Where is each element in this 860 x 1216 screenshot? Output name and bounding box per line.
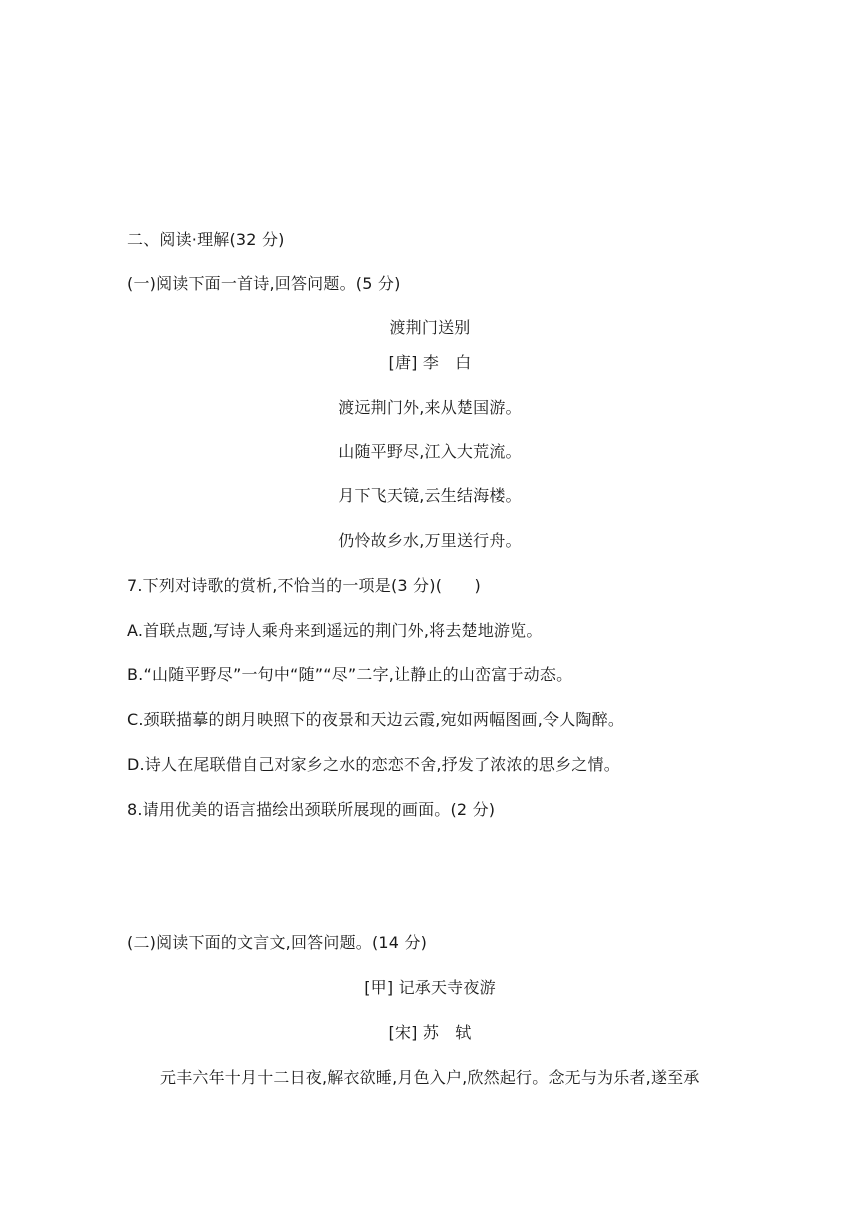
poem-line: 仍怜故乡水,万里送行舟。 xyxy=(338,531,522,550)
poem-author: [唐] 李 白 xyxy=(388,353,472,372)
question-7-option-d: D.诗人在尾联借自己对家乡之水的恋恋不舍,抒发了浓浓的思乡之情。 xyxy=(127,755,620,774)
section-heading: 二、阅读·理解(32 分) xyxy=(127,230,285,249)
poem-line: 山随平野尽,江入大荒流。 xyxy=(338,442,522,461)
question-8: 8.请用优美的语言描绘出颈联所展现的画面。(2 分) xyxy=(127,800,496,819)
poem-title: 渡荆门送别 xyxy=(389,318,471,337)
text-title: [甲] 记承天寺夜游 xyxy=(364,978,496,997)
part2-intro: (二)阅读下面的文言文,回答问题。(14 分) xyxy=(127,933,428,952)
text-author: [宋] 苏 轼 xyxy=(388,1023,472,1042)
text-paragraph-line: 元丰六年十月十二日夜,解衣欲睡,月色入户,欣然起行。念无与为乐者,遂至承 xyxy=(160,1068,700,1087)
question-7-option-b: B.“山随平野尽”一句中“随”“尽”二字,让静止的山峦富于动态。 xyxy=(127,665,573,684)
question-7-option-a: A.首联点题,写诗人乘舟来到遥远的荆门外,将去楚地游览。 xyxy=(127,621,543,640)
part1-intro: (一)阅读下面一首诗,回答问题。(5 分) xyxy=(127,274,401,293)
question-7-stem: 7.下列对诗歌的赏析,不恰当的一项是(3 分)( ) xyxy=(127,576,481,595)
question-7-option-c: C.颈联描摹的朗月映照下的夜景和天边云霞,宛如两幅图画,令人陶醉。 xyxy=(127,710,625,729)
poem-line: 渡远荆门外,来从楚国游。 xyxy=(338,398,522,417)
poem-line: 月下飞天镜,云生结海楼。 xyxy=(338,486,522,505)
